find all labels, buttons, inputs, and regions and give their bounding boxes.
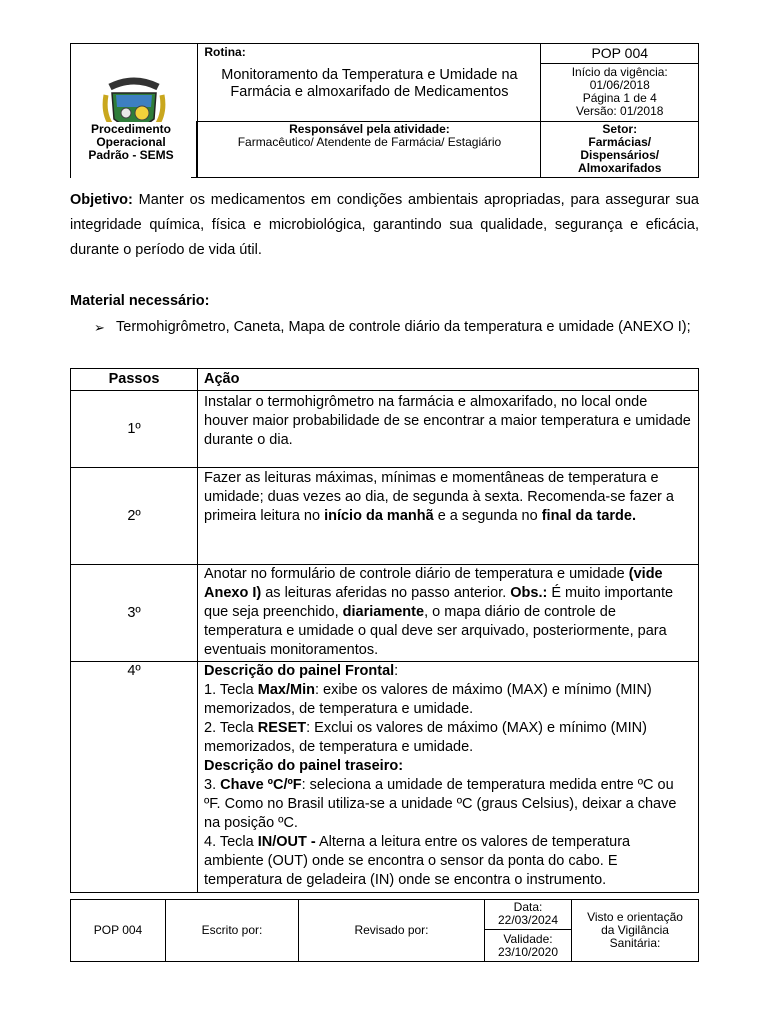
step-1-text: Instalar o termohigrômetro na farmácia e almoxarifado, no local onde houver maior probabilidade de se encontrar a maior temperatura e umidade durante o dia.: [204, 394, 691, 448]
item-2-key: RESET: [257, 720, 307, 736]
footer-visto: Visto e orientação da Vigilância Sanitária:: [572, 900, 699, 962]
rotina-title: Monitoramento da Temperatura e Umidade na Farmácia e almoxarifado de Medicamentos: [221, 67, 518, 100]
item-1-key: Max/Min: [257, 682, 315, 698]
footer-table: [70, 899, 699, 962]
item-3: [204, 776, 692, 833]
step-2-bold-morning: início da manhã: [324, 508, 434, 524]
step-number: 3º: [71, 565, 198, 662]
setor-label: Setor:: [602, 122, 638, 136]
procedimento-divider: [196, 121, 197, 177]
step-row: [71, 565, 699, 662]
responsavel-label: Responsável pela atividade:: [289, 122, 450, 136]
setor-value: Farmácias/ Dispensários/ Almoxarifados: [578, 135, 662, 175]
footer-escrito: Escrito por:: [166, 900, 299, 962]
step-2-text-a: Fazer as leituras máximas, mínimas e momentâneas de temperatura e umidade; duas vezes ao dia, de segunda à sexta. Recomenda-se fazer a primeira leitura no: [204, 470, 674, 524]
step-action: [198, 565, 699, 662]
data-label: Data:: [513, 900, 543, 914]
step-3-text-a: Anotar no formulário de controle diário de temperatura e umidade: [204, 566, 629, 582]
page-number: Página 1 de 4: [582, 91, 657, 105]
footer-revisado: Revisado por:: [299, 900, 485, 962]
item-4: [204, 833, 692, 890]
item-3-prefix: 3.: [204, 777, 221, 793]
validade-value: 23/10/2020: [497, 945, 559, 959]
step-3-bold-diariamente: diariamente: [342, 604, 425, 620]
item-1-prefix: 1. Tecla: [204, 682, 258, 698]
step-row: [71, 468, 699, 565]
step-action: [198, 468, 699, 565]
procedimento-cell: [71, 122, 191, 178]
responsavel-value: Farmacêutico/ Atendente de Farmácia/ Estagiário: [237, 135, 502, 149]
step-3-bold-anexo: (vide Anexo I): [204, 566, 663, 601]
footer-validade-cell: [485, 930, 572, 962]
vigencia-label: Início da vigência:: [571, 65, 668, 79]
item-1-text: : exibe os valores de máximo (MAX) e mínimo (MIN) memorizados, de temperatura e umidade.: [204, 682, 652, 717]
material-label: Material necessário:: [70, 293, 210, 309]
pop-cell: [541, 44, 699, 122]
material-heading: [70, 289, 699, 314]
rotina-label: Rotina:: [204, 45, 246, 59]
frontal-colon: :: [394, 663, 399, 679]
item-4-key: IN/OUT -: [257, 834, 316, 850]
frontal-title: Descrição do painel Frontal: [204, 663, 395, 679]
step-row: [71, 391, 699, 468]
vigencia-date: 01/06/2018: [589, 78, 650, 92]
item-1: [204, 681, 692, 719]
material-item-text: Termohigrômetro, Caneta, Mapa de controle diário da temperatura e umidade (ANEXO I);: [116, 319, 691, 335]
step-number: 4º: [71, 662, 198, 893]
traseiro-title: Descrição do painel traseiro:: [204, 758, 404, 774]
step-row: [71, 662, 699, 893]
item-4-prefix: 4. Tecla: [204, 834, 258, 850]
responsavel-cell: [198, 122, 541, 178]
step-3-text-e: É muito importante que seja preenchido,: [204, 585, 674, 620]
rotina-cell: [198, 44, 541, 122]
item-2: [204, 719, 692, 757]
version: Versão: 01/2018: [576, 104, 664, 118]
traseiro-heading: [204, 757, 692, 776]
objetivo-label: Objetivo:: [70, 192, 133, 208]
objetivo-text: Manter os medicamentos em condições ambientais apropriadas, para assegurar sua integridade química, física e microbiológica, garantindo sua qualidade, segurança e eficácia, durante o período de vida útil.: [70, 192, 699, 258]
material-list-item: [94, 315, 699, 340]
step-number: 2º: [71, 468, 198, 565]
item-2-prefix: 2. Tecla: [204, 720, 258, 736]
step-action: [198, 391, 699, 468]
item-3-text: : seleciona a umidade de temperatura medida entre ºC ou ºF. Como no Brasil utiliza-se a unidade ºC (graus Celsius), deixar a chave na posição ºC.: [204, 777, 677, 831]
validade-label: Validade:: [503, 932, 553, 946]
col-acao-header: Ação: [198, 369, 699, 391]
objetivo-paragraph: [70, 188, 699, 263]
footer-pop: POP 004: [71, 900, 166, 962]
step-3-text-c: as leituras aferidas no passo anterior.: [261, 585, 511, 601]
item-3-key: Chave ºC/ºF: [220, 777, 302, 793]
item-4-text: Alterna a leitura entre os valores de temperatura ambiente (OUT) onde se encontra o sensor da ponta do cabo. E temperatura de geladeira (IN) onde se encontra o instrumento.: [204, 834, 631, 888]
step-2-text-c: e a segunda no: [433, 508, 542, 524]
step-number: 1º: [71, 391, 198, 468]
procedimento-label: Procedimento Operacional Padrão - SEMS: [88, 122, 174, 162]
step-3-bold-obs: Obs.:: [510, 585, 548, 601]
step-action: [198, 662, 699, 893]
arrow-bullet-icon: ➢: [94, 320, 105, 335]
step-3-text-g: , o mapa diário de controle de temperatura e umidade o qual deve ser arquivado, posteriormente, para eventuais monitoramentos.: [204, 604, 667, 658]
item-2-text: : Exclui os valores de máximo (MAX) e mínimo (MIN) memorizados, de temperatura e umidade.: [204, 720, 647, 755]
setor-cell: [541, 122, 699, 178]
frontal-heading: [204, 662, 692, 681]
footer-data-cell: [485, 900, 572, 930]
step-2-bold-afternoon: final da tarde.: [541, 508, 636, 524]
pop-id: POP 004: [541, 44, 698, 64]
pop-info: [541, 64, 698, 118]
data-value: 22/03/2024: [497, 913, 559, 927]
col-passos-header: Passos: [71, 369, 198, 391]
steps-table: [70, 368, 699, 893]
